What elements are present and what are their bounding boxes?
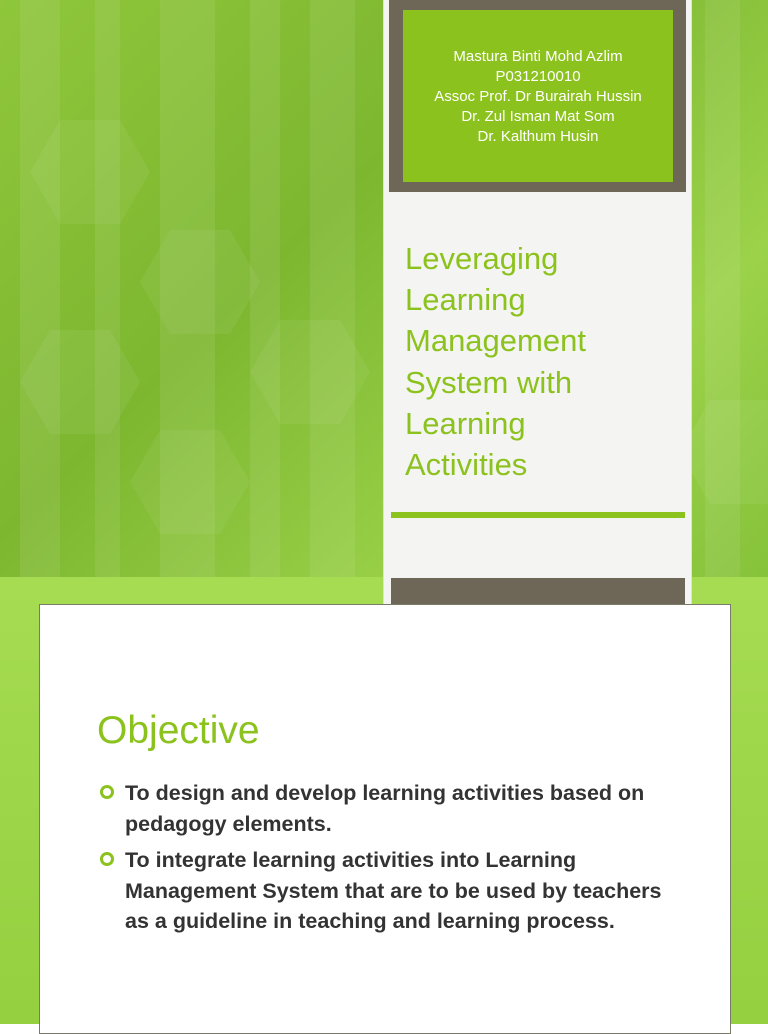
hexagon-decoration (130, 430, 250, 534)
title-line: Learning (405, 405, 526, 441)
title-line: Activities (405, 447, 528, 483)
student-id: P031210010 (495, 68, 581, 85)
presentation-title (405, 238, 685, 485)
circle-bullet-icon (100, 852, 114, 866)
background-stripe (20, 0, 60, 577)
background-stripe (95, 0, 120, 577)
hexagon-decoration (680, 400, 768, 504)
bullet-text: To design and develop learning activities based on pedagogy elements. (125, 781, 645, 836)
author-name: Dr. Zul Isman Mat Som (461, 108, 615, 125)
title-line: Management (405, 323, 586, 359)
hexagon-decoration (140, 230, 260, 334)
bullet-text: To integrate learning activities into Learning Management System that are to be used by teachers as a guideline in teaching and learning process. (125, 848, 662, 933)
author-name: Dr. Kalthum Husin (477, 128, 599, 145)
objective-heading: Objective (97, 709, 260, 752)
background-stripe (310, 0, 355, 577)
title-line: Learning (405, 282, 526, 318)
author-list (403, 10, 673, 182)
accent-divider (391, 512, 685, 518)
title-line: Leveraging (405, 241, 559, 276)
circle-bullet-icon (100, 785, 114, 799)
objective-card (39, 604, 731, 1034)
author-name: Mastura Binti Mohd Azlim (453, 48, 623, 65)
title-panel (383, 0, 692, 634)
author-name: Assoc Prof. Dr Burairah Hussin (434, 88, 642, 105)
title-line: System with (405, 364, 573, 400)
author-box (389, 0, 686, 192)
